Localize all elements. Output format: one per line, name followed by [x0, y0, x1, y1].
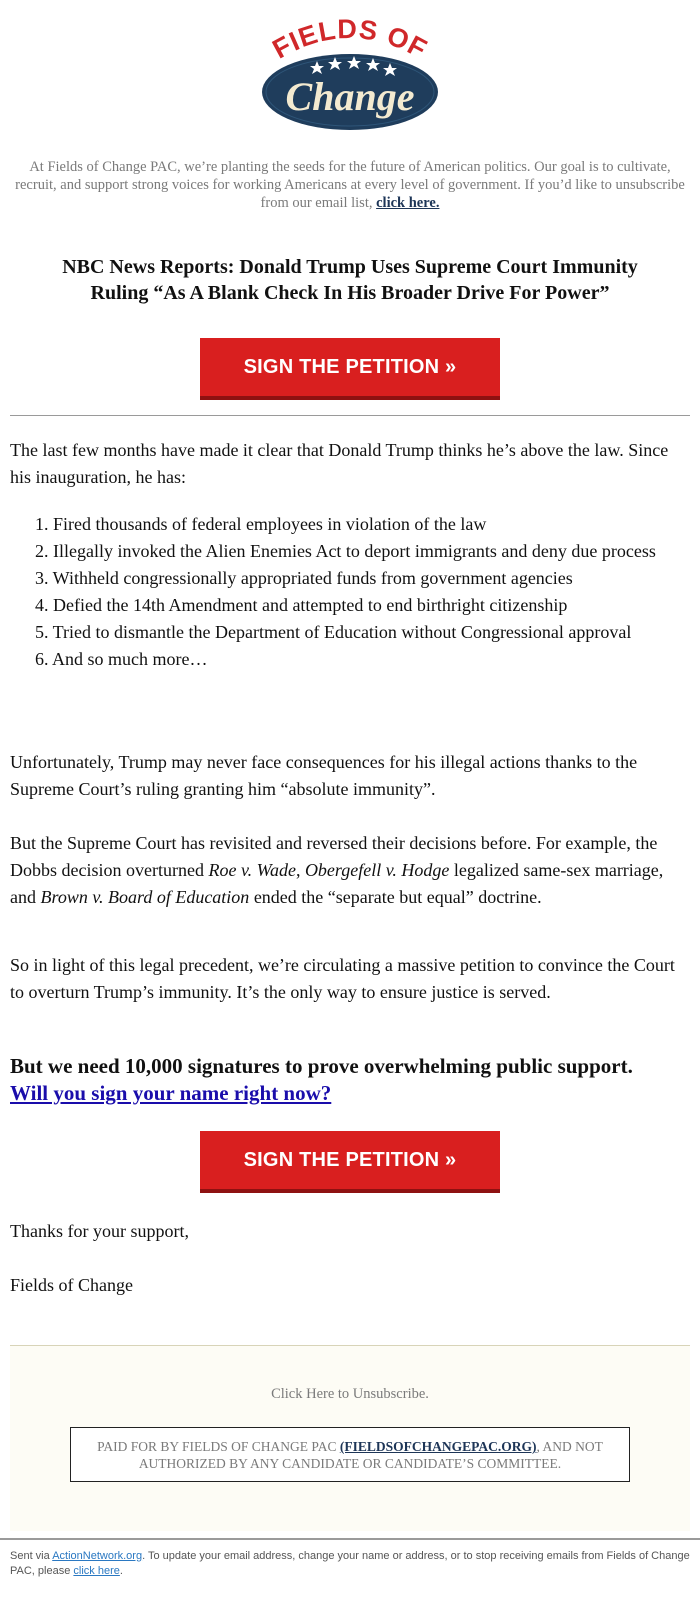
list-item: 3. Withheld congressionally appropriated funds from government agencies — [35, 568, 573, 588]
headline — [20, 254, 680, 306]
logo-line2: Change — [285, 74, 415, 119]
intro-text: At Fields of Change PAC, we’re planting the seeds for the future of American politics. Our goal is to cultivate, recruit, and support strong voices for working Americans at every level of government. If you’d like to unsubscribe from our email list, click here. — [15, 159, 685, 211]
sign-name-link[interactable]: Will you sign your name right now? — [10, 1081, 332, 1105]
list-item: 6. And so much more… — [35, 649, 208, 669]
list-item: 1. Fired thousands of federal employees in violation of the law — [35, 514, 487, 534]
signature: Fields of Change — [10, 1275, 133, 1295]
paragraph-precedent: But the Supreme Court has revisited and reversed their decisions before. For example, the Dobbs decision overturned Roe v. Wade, Obergefell v. Hodge legalized same-sex marriage, and Brown v. Board of Education ended the “separate but equal” doctrine. — [10, 833, 664, 907]
sign-petition-button-2[interactable]: SIGN THE PETITION » — [200, 1131, 500, 1193]
case-roe: Roe v. Wade — [208, 860, 296, 880]
unsubscribe-link[interactable]: click here. — [376, 195, 440, 211]
bottom-divider — [0, 1538, 700, 1540]
paragraph-immunity: Unfortunately, Trump may never face consequences for his illegal actions thanks to the Supreme Court’s ruling granting him “absolute immunity”. — [10, 752, 638, 799]
actionnetwork-link[interactable]: ActionNetwork.org — [52, 1550, 143, 1562]
pac-website-link[interactable]: (FIELDSOFCHANGEPAC.ORG) — [339, 1439, 537, 1454]
logo-line1: FIELDS OF — [267, 14, 433, 65]
sign-petition-button[interactable]: SIGN THE PETITION » — [200, 338, 500, 400]
paragraph-petition: So in light of this legal precedent, we’re circulating a massive petition to convince the Court to overturn Trump’s immunity. It’s the only way to ensure justice is served. — [10, 955, 675, 1002]
footer — [10, 1345, 690, 1531]
list-item: 4. Defied the 14th Amendment and attempted to end birthright citizenship — [35, 595, 568, 615]
list-item: 5. Tried to dismantle the Department of Education without Congressional approval — [35, 622, 632, 642]
update-preferences-link[interactable]: click here — [73, 1565, 120, 1577]
divider — [10, 415, 690, 416]
actions-list — [35, 511, 685, 673]
paid-for-disclaimer: PAID FOR BY FIELDS OF CHANGE PAC (FIELDSOFCHANGEPAC.ORG), AND NOT AUTHORIZED BY ANY CANDIDATE OR CANDIDATE’S COMMITTEE. — [70, 1427, 630, 1482]
paragraph-signatures — [10, 1053, 690, 1107]
list-item: 2. Illegally invoked the Alien Enemies Act to deport immigrants and deny due process — [35, 541, 656, 561]
logo — [0, 14, 700, 132]
footer-unsubscribe-link[interactable]: Click Here to Unsubscribe. — [271, 1386, 429, 1402]
sent-via-notice: Sent via ActionNetwork.org. To update your email address, change your name or address, or to stop receiving emails from Fields of Change PAC, please click here. — [10, 1550, 690, 1577]
paragraph-intro: The last few months have made it clear that Donald Trump thinks he’s above the law. Since his inauguration, he has: — [10, 440, 669, 487]
case-brown: Brown v. Board of Education — [40, 887, 250, 907]
signatures-goal: But we need 10,000 signatures to prove overwhelming public support. — [10, 1054, 633, 1078]
case-obergefell: Obergefell v. Hodge — [304, 860, 450, 880]
fields-of-change-logo — [255, 14, 445, 132]
headline-line1: NBC News Reports: Donald Trump Uses Supreme Court Immunity — [62, 256, 638, 278]
headline-line2: Ruling “As A Blank Check In His Broader Drive For Power” — [90, 282, 610, 304]
sign-off: Thanks for your support, — [10, 1221, 189, 1241]
